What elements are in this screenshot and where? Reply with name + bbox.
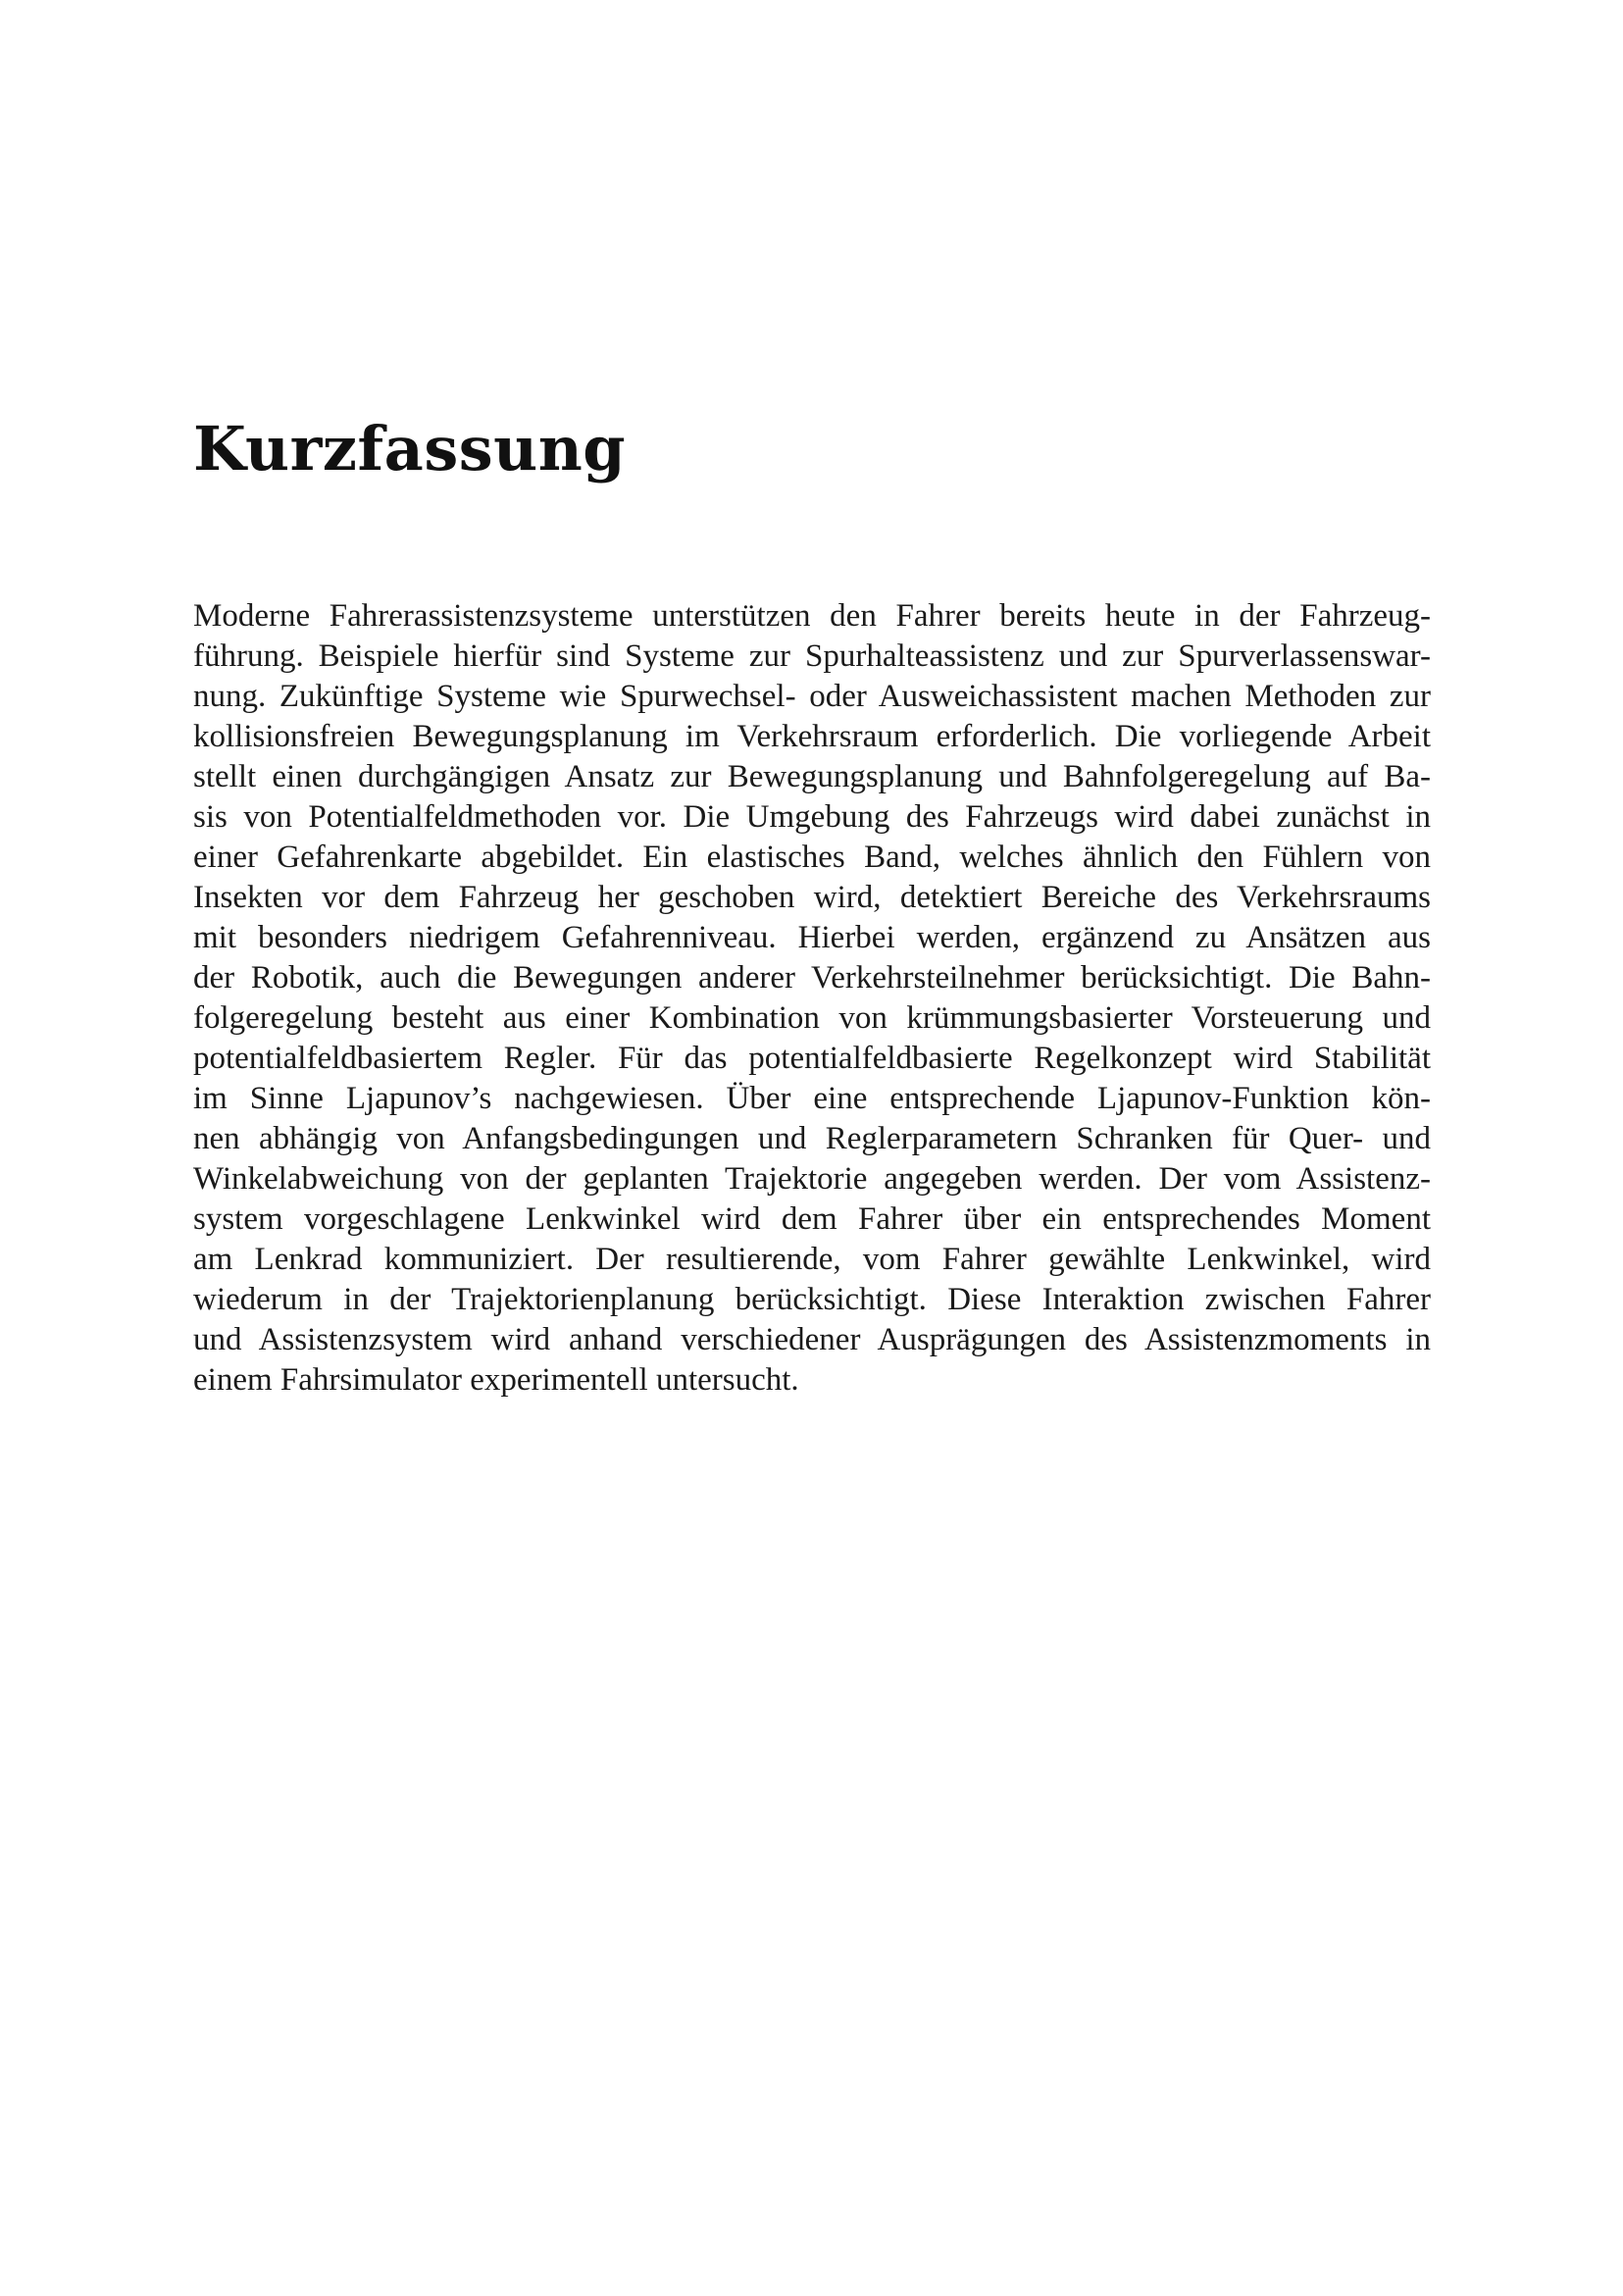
abstract-line: nung. Zukünftige Systeme wie Spurwechsel- oder Ausweichassistent machen Methoden zur <box>193 679 1431 714</box>
abstract-line: potentialfeldbasiertem Regler. Für das potentialfeldbasierte Regelkonzept wird Stabilität <box>193 1041 1431 1076</box>
abstract-line: führung. Beispiele hierfür sind Systeme zur Spurhalteassistenz und zur Spurverlassenswar- <box>193 638 1431 674</box>
abstract-line: system vorgeschlagene Lenkwinkel wird dem Fahrer über ein entsprechendes Moment <box>193 1201 1431 1237</box>
abstract-line: Insekten vor dem Fahrzeug her geschoben wird, detektiert Bereiche des Verkehrsraums <box>193 880 1431 915</box>
abstract-line: Moderne Fahrerassistenzsysteme unterstützen den Fahrer bereits heute in der Fahrzeug- <box>193 598 1431 634</box>
abstract-line: und Assistenzsystem wird anhand verschiedener Ausprägungen des Assistenzmoments in <box>193 1322 1431 1357</box>
abstract-line: Winkelabweichung von der geplanten Trajektorie angegeben werden. Der vom Assistenz- <box>193 1161 1431 1197</box>
chapter-title: Kurzfassung <box>193 413 627 485</box>
abstract-line: kollisionsfreien Bewegungsplanung im Verkehrsraum erforderlich. Die vorliegende Arbeit <box>193 719 1431 754</box>
abstract-line: wiederum in der Trajektorienplanung berücksichtigt. Diese Interaktion zwischen Fahrer <box>193 1282 1431 1317</box>
abstract-line: mit besonders niedrigem Gefahrenniveau. Hierbei werden, ergänzend zu Ansätzen aus <box>193 920 1431 955</box>
abstract-line: der Robotik, auch die Bewegungen anderer Verkehrsteilnehmer berücksichtigt. Die Bahn- <box>193 960 1431 995</box>
abstract-line: am Lenkrad kommuniziert. Der resultierende, vom Fahrer gewählte Lenkwinkel, wird <box>193 1242 1431 1277</box>
abstract-line: sis von Potentialfeldmethoden vor. Die Umgebung des Fahrzeugs wird dabei zunächst in <box>193 799 1431 835</box>
abstract-line: nen abhängig von Anfangsbedingungen und Reglerparametern Schranken für Quer- und <box>193 1121 1431 1156</box>
abstract-line: einem Fahrsimulator experimentell untersucht. <box>193 1362 799 1398</box>
abstract-line: im Sinne Ljapunov’s nachgewiesen. Über eine entsprechende Ljapunov-Funktion kön- <box>193 1081 1431 1116</box>
abstract-line: folgeregelung besteht aus einer Kombination von krümmungsbasierter Vorsteuerung und <box>193 1000 1431 1036</box>
abstract-paragraph <box>193 596 1431 1401</box>
abstract-line: einer Gefahrenkarte abgebildet. Ein elastisches Band, welches ähnlich den Fühlern von <box>193 840 1431 875</box>
abstract-line: stellt einen durchgängigen Ansatz zur Bewegungsplanung und Bahnfolgeregelung auf Ba- <box>193 759 1431 794</box>
